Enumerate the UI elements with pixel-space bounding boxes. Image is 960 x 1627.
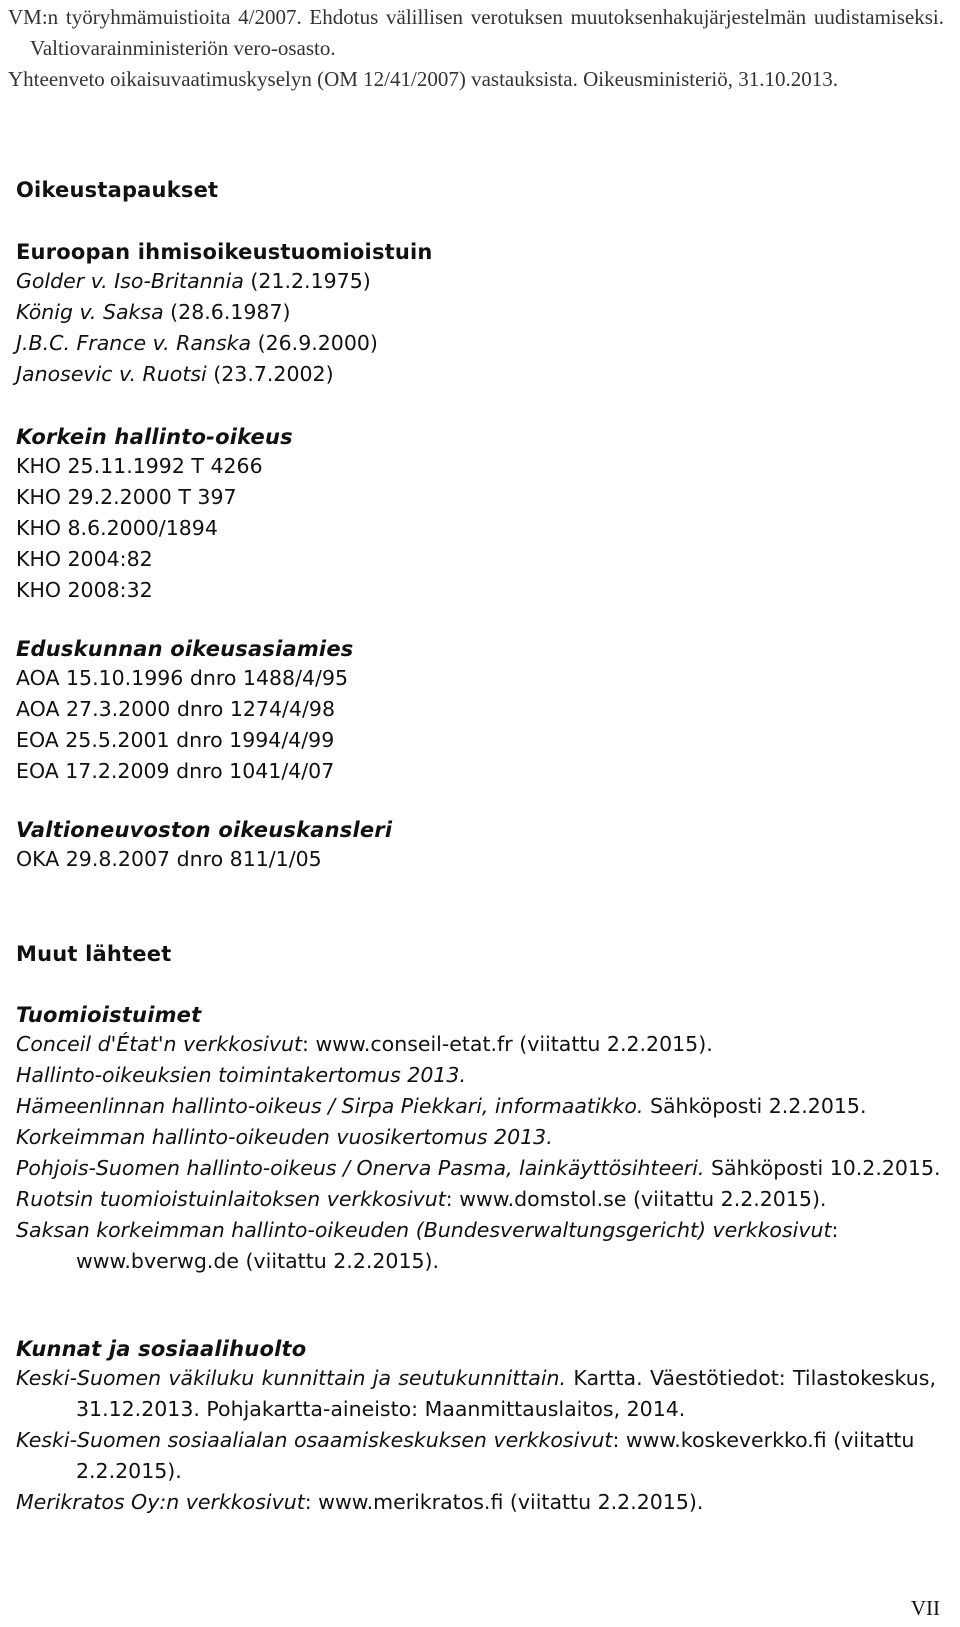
source-item: Korkeimman hallinto-oikeuden vuosikertomus 2013. [16, 1125, 553, 1149]
case-item: J.B.C. France v. Ranska (26.9.2000) [16, 331, 378, 355]
case-item: AOA 15.10.1996 dnro 1488/4/95 [16, 666, 349, 690]
other-sources-section [16, 942, 171, 966]
case-item: AOA 27.3.2000 dnro 1274/4/98 [16, 697, 335, 721]
cases-heading: Oikeustapaukset [16, 178, 219, 202]
municipal-section [16, 1337, 936, 1518]
courts-section [16, 1003, 941, 1277]
intro-references [8, 2, 944, 95]
echr-heading: Euroopan ihmisoikeustuomioistuin [16, 240, 433, 264]
case-item: KHO 2008:32 [16, 578, 153, 602]
oka-section [16, 818, 392, 875]
case-item: KHO 8.6.2000/1894 [16, 516, 218, 540]
source-item: Hämeenlinnan hallinto-oikeus / Sirpa Piekkari, informaatikko. Sähköposti 2.2.2015. [16, 1094, 867, 1118]
courts-heading: Tuomioistuimet [16, 1003, 202, 1027]
municipal-heading: Kunnat ja sosiaalihuolto [16, 1337, 307, 1361]
source-item: Pohjois-Suomen hallinto-oikeus / Onerva Pasma, lainkäyttösihteeri. Sähköposti 10.2.2015. [16, 1156, 941, 1180]
aoa-heading: Eduskunnan oikeusasiamies [16, 637, 354, 661]
case-item: OKA 29.8.2007 dnro 811/1/05 [16, 847, 322, 871]
kho-section [16, 425, 293, 606]
case-item: König v. Saksa (28.6.1987) [16, 300, 291, 324]
case-item: Golder v. Iso-Britannia (21.2.1975) [16, 269, 371, 293]
source-item: Hallinto-oikeuksien toimintakertomus 2013. [16, 1063, 466, 1087]
echr-section [16, 240, 433, 390]
case-item: KHO 2004:82 [16, 547, 153, 571]
oka-heading: Valtioneuvoston oikeuskansleri [16, 818, 393, 842]
aoa-section [16, 637, 353, 787]
page-number: VII [910, 1596, 940, 1620]
case-item: KHO 25.11.1992 T 4266 [16, 454, 263, 478]
intro-ref-2: Yhteenveto oikaisuvaatimuskyselyn (OM 12/41/2007) vastauksista. Oikeusministeriö, 31.10.2013. [8, 67, 838, 91]
case-item: EOA 25.5.2001 dnro 1994/4/99 [16, 728, 335, 752]
source-item: Keski-Suomen väkiluku kunnittain ja seutukunnittain. Kartta. Väestötiedot: Tilastokeskus, 31.12.2013. Pohjakartta-aineisto: Maanmittauslaitos, 2014. [16, 1366, 936, 1421]
other-heading: Muut lähteet [16, 942, 172, 966]
case-item: KHO 29.2.2000 T 397 [16, 485, 237, 509]
kho-heading: Korkein hallinto-oikeus [16, 425, 293, 449]
case-item: Janosevic v. Ruotsi (23.7.2002) [16, 362, 334, 386]
case-item: EOA 17.2.2009 dnro 1041/4/07 [16, 759, 335, 783]
intro-ref-1: VM:n työryhmämuistioita 4/2007. Ehdotus välillisen verotuksen muutoksenhakujärjestelmän uudistamiseksi. Valtiovarainministeriön vero-osasto. [8, 5, 944, 60]
source-item: Ruotsin tuomioistuinlaitoksen verkkosivut: www.domstol.se (viitattu 2.2.2015). [16, 1187, 827, 1211]
document-page [8, 0, 944, 1514]
source-item: Conceil d'État'n verkkosivut: www.conseil-etat.fr (viitattu 2.2.2015). [16, 1032, 713, 1056]
cases-section [16, 178, 218, 202]
source-item: Merikratos Oy:n verkkosivut: www.merikratos.fi (viitattu 2.2.2015). [16, 1490, 704, 1514]
source-item: Saksan korkeimman hallinto-oikeuden (Bundesverwaltungsgericht) verkkosivut: www.bverwg.de (viitattu 2.2.2015). [16, 1218, 839, 1273]
source-item: Keski-Suomen sosiaalialan osaamiskeskuksen verkkosivut: www.koskeverkko.fi (viitattu 2.2.2015). [16, 1428, 915, 1483]
